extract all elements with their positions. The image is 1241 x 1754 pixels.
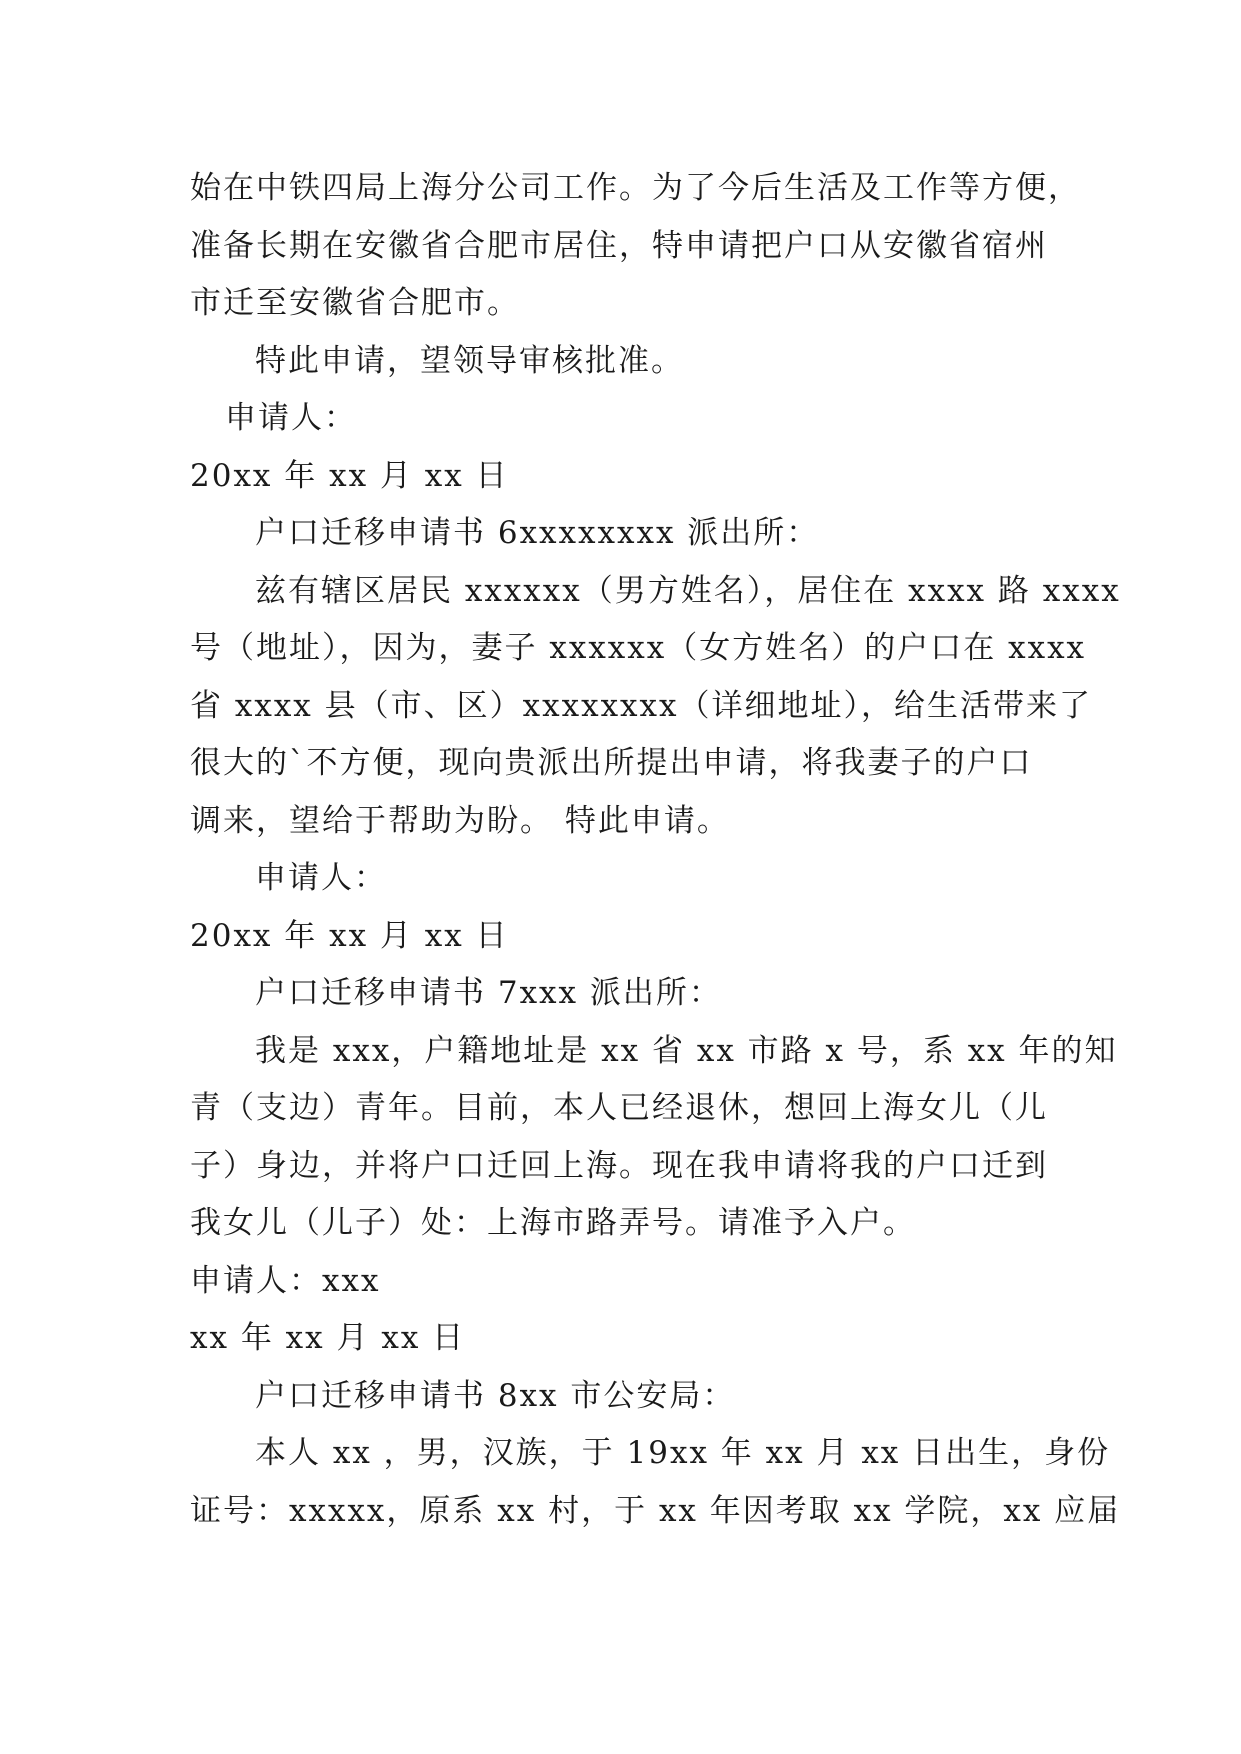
body-text-line: 调来，望给于帮助为盼。 特此申请。 xyxy=(190,803,730,839)
body-text-line: 号（地址），因为，妻子 xxxxxx（女方姓名）的户口在 xxxx xyxy=(190,630,1087,666)
applicant-label: 申请人：xxx xyxy=(190,1263,381,1299)
section-heading: 户口迁移申请书 6xxxxxxxx 派出所： xyxy=(255,515,820,551)
body-text-line: 证号：xxxxx，原系 xx 村，于 xx 年因考取 xx 学院，xx 应届 xyxy=(190,1493,1121,1529)
body-text-line: 本人 xx ，男，汉族，于 19xx 年 xx 月 xx 日出生，身份 xyxy=(255,1435,1111,1471)
body-text-line: 我女儿（儿子）处：上海市路弄号。请准予入户。 xyxy=(190,1205,916,1241)
closing-request-line: 特此申请，望领导审核批准。 xyxy=(255,343,684,379)
body-text-line: 兹有辖区居民 xxxxxx（男方姓名），居住在 xxxx 路 xxxx xyxy=(255,573,1121,609)
body-text-line: 我是 xxx，户籍地址是 xx 省 xx 市路 x 号，系 xx 年的知 xyxy=(255,1033,1118,1069)
body-text-line: 很大的`不方便，现向贵派出所提出申请，将我妻子的户口 xyxy=(190,745,1033,781)
body-text-line: 子）身边，并将户口迁回上海。现在我申请将我的户口迁到 xyxy=(190,1148,1048,1184)
body-text-line: 准备长期在安徽省合肥市居住，特申请把户口从安徽省宿州 xyxy=(190,228,1048,264)
date-line: 20xx 年 xx 月 xx 日 xyxy=(190,918,509,954)
date-line: 20xx 年 xx 月 xx 日 xyxy=(190,458,509,494)
body-text-line: 市迁至安徽省合肥市。 xyxy=(190,285,520,321)
date-line: xx 年 xx 月 xx 日 xyxy=(190,1320,466,1356)
applicant-label: 申请人： xyxy=(255,860,387,896)
body-text-line: 青（支边）青年。目前，本人已经退休，想回上海女儿（儿 xyxy=(190,1090,1048,1126)
section-heading: 户口迁移申请书 8xx 市公安局： xyxy=(255,1378,736,1414)
applicant-label: 申请人： xyxy=(225,400,357,436)
body-text-line: 省 xxxx 县（市、区）xxxxxxxx（详细地址），给生活带来了 xyxy=(190,688,1093,724)
body-text-line: 始在中铁四局上海分公司工作。为了今后生活及工作等方便， xyxy=(190,170,1081,206)
section-heading: 户口迁移申请书 7xxx 派出所： xyxy=(255,975,722,1011)
